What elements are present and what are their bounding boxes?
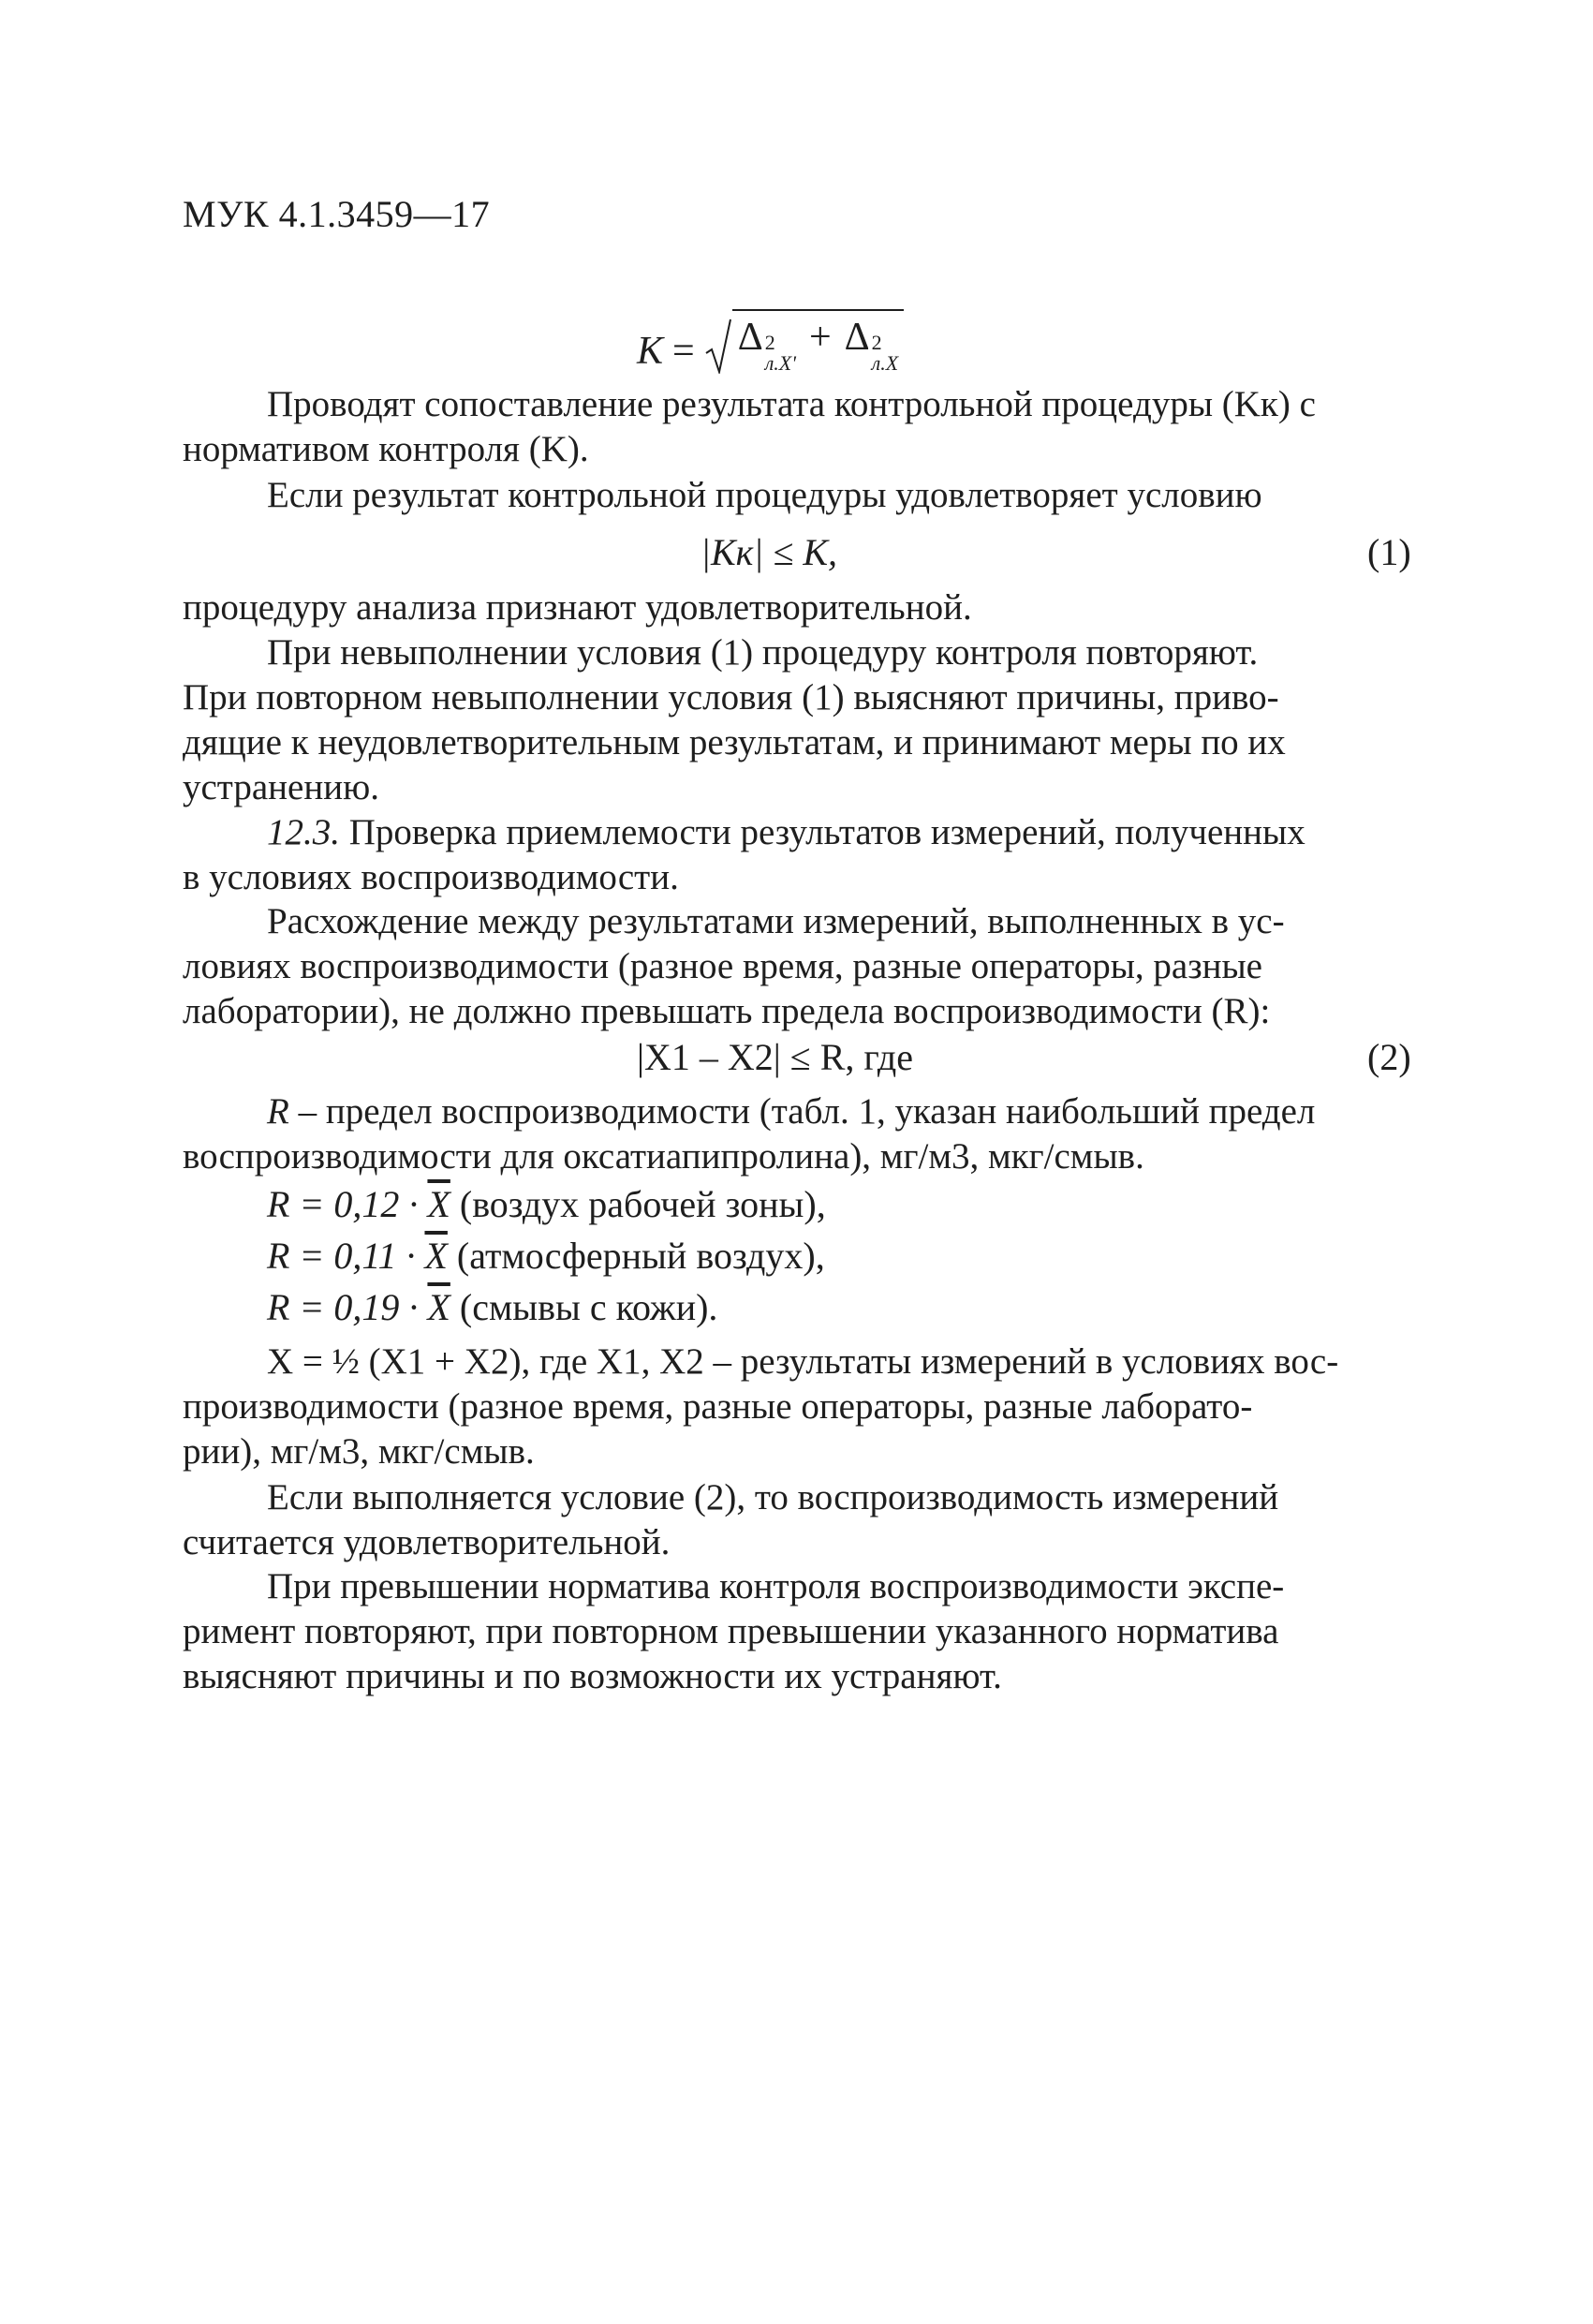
r-formula-desc: (атмосферный воздух), <box>447 1235 825 1277</box>
term1-indices <box>765 333 796 374</box>
term2-sub: л.X <box>871 351 899 375</box>
paragraph-satisfactory <box>183 585 1409 630</box>
term1-sup: 2 <box>764 331 775 354</box>
text-line <box>183 810 1409 855</box>
delta-symbol-1: Δ <box>737 316 763 359</box>
text-line: устранению. <box>183 767 379 807</box>
section-title: Проверка приемлемости результатов измерений, полученных <box>340 812 1305 852</box>
r-symbol: R <box>267 1091 289 1132</box>
text-line: рии), мг/м3, мкг/смыв. <box>183 1431 535 1472</box>
text-line: выясняют причины и по возможности их устраняют. <box>183 1656 1002 1696</box>
text-line: производимости (разное время, разные операторы, разные лаборато- <box>183 1386 1253 1427</box>
delta-symbol-2: Δ <box>844 316 870 359</box>
text-line: При невыполнении условия (1) процедуру контроля повторяют. <box>267 632 1259 673</box>
paragraph-section-12-3 <box>183 810 1409 900</box>
text-line: лаборатории), не должно превышать предела воспроизводимости (R): <box>183 991 1271 1031</box>
text-line: При повторном невыполнении условия (1) выясняют причины, приво- <box>183 677 1279 718</box>
paragraph-condition-met <box>183 1475 1409 1565</box>
text-line: Проводят сопоставление результата контрольной процедуры (Kк) с <box>267 384 1316 424</box>
paragraph-r-definition <box>183 1089 1409 1179</box>
text-line: X = ½ (X1 + X2), где X1, X2 – результаты измерений в условиях вос- <box>267 1341 1339 1382</box>
paragraph-discrepancy <box>183 899 1409 1034</box>
paragraph-failure <box>183 630 1409 810</box>
text-line <box>183 1089 1409 1134</box>
text-line: Если результат контрольной процедуры удовлетворяет условию <box>267 475 1262 515</box>
formula-k <box>637 309 904 374</box>
condition-2-number: (2) <box>1367 1036 1411 1078</box>
text-line: воспроизводимости для оксатиапипролина), мг/м3, мкг/смыв. <box>183 1136 1144 1177</box>
text-line: считается удовлетворительной. <box>183 1522 671 1562</box>
r-formula-lhs: R = 0,11 · <box>267 1235 425 1277</box>
r-formula-desc: (смывы с кожи). <box>450 1286 718 1328</box>
text-line: При превышении норматива контроля воспроизводимости экспе- <box>267 1566 1285 1606</box>
r-formula-atmospheric <box>267 1234 825 1278</box>
paragraph-comparison <box>183 382 1409 472</box>
condition-1-number: (1) <box>1367 531 1411 573</box>
text-line: ловиях воспроизводимости (разное время, разные операторы, разные <box>183 946 1262 986</box>
r-definition-text: – предел воспроизводимости (табл. 1, указан наибольший предел <box>288 1091 1316 1132</box>
document-header: МУК 4.1.3459—17 <box>183 193 491 235</box>
paragraph-x-bar-definition <box>183 1340 1409 1474</box>
text-line: в условиях воспроизводимости. <box>183 857 679 897</box>
r-formula-lhs: R = 0,12 · <box>267 1183 428 1225</box>
condition-1-expression: |Kк| ≤ K, <box>701 531 838 573</box>
paragraph-exceeding <box>183 1564 1409 1699</box>
x-bar-symbol: $\overline{X}$ <box>427 1286 450 1328</box>
square-root <box>704 309 905 374</box>
r-formula-desc: (воздух рабочей зоны), <box>450 1183 826 1225</box>
formula-k-lhs: K <box>637 330 664 373</box>
term2-indices <box>872 333 899 374</box>
condition-2-expression: |X1 – X2| ≤ R, где <box>637 1036 913 1078</box>
text-line: Если выполняется условие (2), то воспроизводимость измерений <box>267 1477 1279 1517</box>
x-bar-symbol: $\overline{X}$ <box>424 1235 448 1277</box>
term1-sub: л.X' <box>764 351 796 375</box>
r-formula-work-zone <box>267 1182 826 1226</box>
text-line: Расхождение между результатами измерений, выполненных в ус- <box>267 901 1285 941</box>
section-number: 12.3. <box>267 812 340 852</box>
r-formula-skin-swabs <box>267 1285 717 1329</box>
paragraph-if-result <box>183 473 1409 518</box>
text-line: римент повторяют, при повторном превышении указанного норматива <box>183 1611 1279 1651</box>
sqrt-sign-icon <box>704 318 732 374</box>
text-line: нормативом контроля (K). <box>183 429 589 469</box>
r-formula-lhs: R = 0,19 · <box>267 1286 428 1328</box>
text-line: процедуру анализа признают удовлетворительной. <box>183 587 972 628</box>
term2-sup: 2 <box>871 331 882 354</box>
formula-k-plus: + <box>808 316 832 359</box>
text-line: дящие к неудовлетворительным результатам, и принимают меры по их <box>183 722 1286 762</box>
radicand <box>732 309 905 374</box>
formula-k-equals: = <box>672 330 695 373</box>
x-bar-symbol: $\overline{X}$ <box>427 1183 450 1225</box>
